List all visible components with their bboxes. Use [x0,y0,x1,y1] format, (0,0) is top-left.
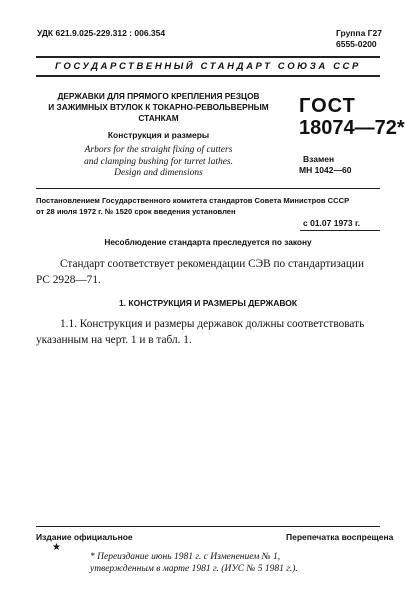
decree-text [36,195,380,217]
effective-date-underline [300,230,380,231]
banner-bottom-rule [36,75,380,77]
group-code: Группа Г27 [336,28,382,38]
standard-subtitle: Конструкция и размеры [107,130,210,140]
udk-code: УДК 621.9.025-229.312 : 006.354 [37,28,166,38]
gost-number: 18074—72* [299,117,405,139]
paragraph-cmea [36,256,386,288]
title-ru-line-1: ДЕРЖАВКИ ДЛЯ ПРЯМОГО КРЕПЛЕНИЯ РЕЗЦОВ [57,91,260,101]
reissue-note [90,551,298,575]
title-en-line-3: Design and dimensions [114,168,203,178]
effective-date: с 01.07 1973 г. [303,218,361,228]
banner-title: ГОСУДАРСТВЕННЫЙ СТАНДАРТ СОЮЗА ССР [55,61,361,72]
title-en-line-2: and clamping bushing for turret lathes. [83,156,233,167]
paragraph-1-1 [36,316,386,348]
paragraph-1-1-line-2: указанным на черт. 1 и в табл. 1. [36,334,192,346]
legal-warning: Несоблюдение стандарта преследуется по закону [104,237,312,247]
classification-code: 6555-0200 [336,39,377,49]
reissue-note-line-2: утвержденным в марте 1981 г. (ИУС № 5 1981 г.). [90,564,298,574]
paragraph-1-1-line-1: 1.1. Конструкция и размеры державок должны соответствовать [60,318,365,330]
replaces-value: МН 1042—60 [299,165,352,175]
star-icon: ★ [52,542,61,553]
reissue-note-line-1: * Переиздание июнь 1981 г. с Изменением № 1, [90,552,281,562]
standard-title-en [36,145,281,180]
footer-rule [36,526,380,527]
reprint-prohibited: Перепечатка воспрещена [286,532,394,542]
decree-top-rule [36,188,380,189]
banner-top-rule [36,56,380,58]
replaces-label: Взамен [303,154,335,164]
gost-label: ГОСТ [299,95,356,117]
standard-title-ru [36,91,281,124]
decree-line-1: Постановлением Государственного комитета стандартов Совета Министров СССР [36,196,350,205]
decree-line-2: от 28 июля 1972 г. № 1520 срок введения установлен [36,207,236,216]
title-ru-line-2: И ЗАЖИМНЫХ ВТУЛОК К ТОКАРНО-РЕВОЛЬВЕРНЫМ [48,102,269,112]
paragraph-cmea-line-2: РС 2928—71. [36,274,101,286]
title-en-line-1: Arbors for the straight fixing of cutters [84,145,233,155]
paragraph-cmea-line-1: Стандарт соответствует рекомендации СЭВ по стандартизации [60,258,364,270]
title-ru-line-3: СТАНКАМ [138,113,179,123]
section-heading: 1. КОНСТРУКЦИЯ И РАЗМЕРЫ ДЕРЖАВОК [118,298,298,308]
official-edition: Издание официальное [36,532,133,542]
